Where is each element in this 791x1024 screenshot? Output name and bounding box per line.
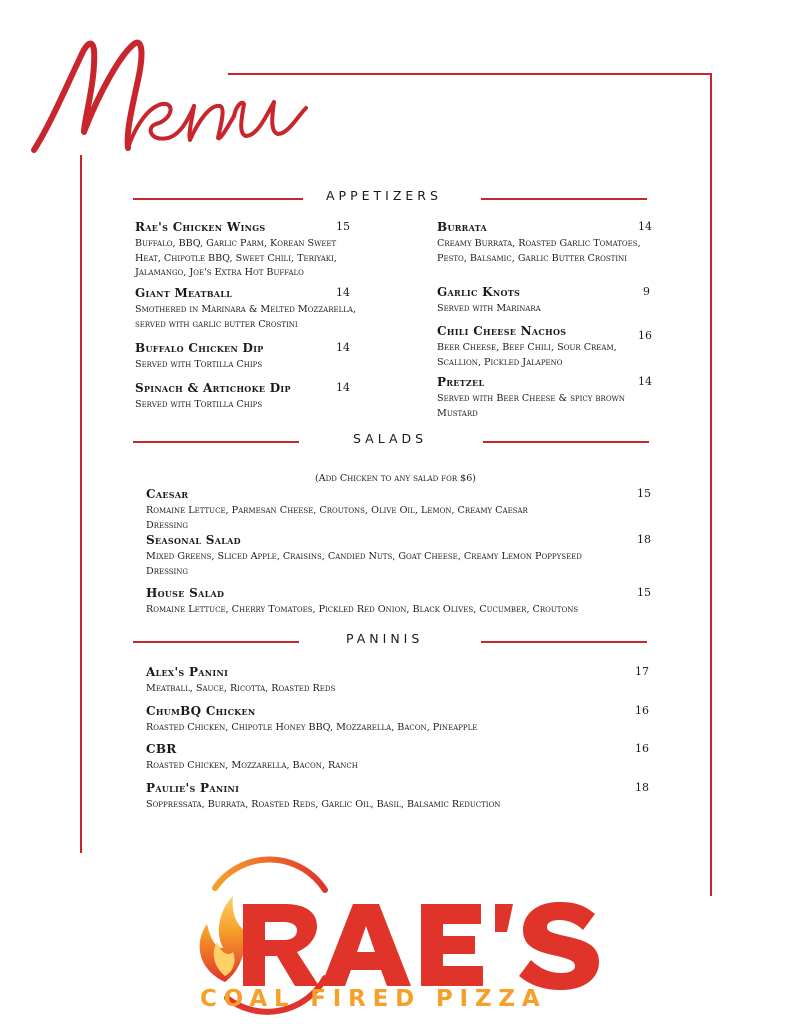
item-name: ChumBQ Chicken xyxy=(146,704,256,718)
frame-left-rule xyxy=(80,155,82,853)
item-desc: Meatball, Sauce, Ricotta, Roasted Reds xyxy=(146,683,336,694)
paninis-rule-left xyxy=(133,641,299,643)
item-name: Spinach & Artichoke Dip xyxy=(135,381,291,395)
item-desc: Beer Cheese, Beef Chili, Sour Cream, Scallion, Pickled Jalapeno xyxy=(437,342,617,368)
item-price: 16 xyxy=(638,329,652,342)
logo-ring xyxy=(215,859,325,890)
menu-item xyxy=(146,665,656,697)
item-price: 9 xyxy=(643,285,650,298)
item-name: CBR xyxy=(146,742,177,756)
item-desc: Buffalo, BBQ, Garlic Parm, Korean Sweet Heat, Chipotle BBQ, Sweet Chili, Teriyaki, Jalamango, Joe's Extra Hot Buffalo xyxy=(135,238,337,278)
paninis-header xyxy=(0,631,791,651)
item-desc: Creamy Burrata, Roasted Garlic Tomatoes, Pesto, Balsamic, Garlic Butter Crostini xyxy=(437,238,641,264)
item-name: House Salad xyxy=(146,586,225,600)
item-desc: Roasted Chicken, Mozzarella, Bacon, Ranch xyxy=(146,760,358,771)
item-price: 14 xyxy=(638,220,652,233)
item-desc: Served with Tortilla Chips xyxy=(135,359,263,370)
appetizers-rule-left xyxy=(133,198,303,200)
item-name: Burrata xyxy=(437,220,488,234)
item-desc: Served with Tortilla Chips xyxy=(135,399,263,410)
appetizers-rule-right xyxy=(481,198,647,200)
item-price: 16 xyxy=(635,742,649,755)
item-name: Chili Cheese Nachos xyxy=(437,324,567,338)
item-price: 17 xyxy=(635,665,649,678)
menu-item xyxy=(437,285,657,317)
item-desc: Mixed Greens, Sliced Apple, Craisins, Candied Nuts, Goat Cheese, Creamy Lemon Poppyseed Dressing xyxy=(146,551,582,577)
item-desc: Served with Beer Cheese & spicy brown Mustard xyxy=(437,393,625,419)
logo-letter-s xyxy=(519,902,599,990)
item-price: 14 xyxy=(336,286,350,299)
salads-rule-right xyxy=(483,441,649,443)
item-desc: Smothered in Marinara & Melted Mozzarella, served with garlic butter Crostini xyxy=(135,304,356,330)
menu-item xyxy=(135,381,375,413)
item-name: Alex's Panini xyxy=(146,665,229,679)
logo-letter-r xyxy=(243,904,319,986)
item-desc: Romaine Lettuce, Parmesan Cheese, Croutons, Olive Oil, Lemon, Creamy Caesar Dressing xyxy=(146,505,528,531)
item-name: Seasonal Salad xyxy=(146,533,241,547)
item-name: Giant Meatball xyxy=(135,286,233,300)
menu-item xyxy=(437,375,657,421)
item-name: Buffalo Chicken Dip xyxy=(135,341,264,355)
salads-title: SALADS xyxy=(353,431,428,446)
item-price: 18 xyxy=(637,533,651,546)
salads-header xyxy=(0,431,791,451)
item-name: Garlic Knots xyxy=(437,285,521,299)
item-price: 14 xyxy=(336,341,350,354)
item-desc: Served with Marinara xyxy=(437,303,541,314)
menu-item xyxy=(437,324,657,370)
item-price: 16 xyxy=(635,704,649,717)
menu-item xyxy=(135,286,375,332)
item-price: 14 xyxy=(638,375,652,388)
item-desc: Romaine Lettuce, Cherry Tomatoes, Pickled Red Onion, Black Olives, Cucumber, Croutons xyxy=(146,604,579,615)
item-desc: Roasted Chicken, Chipotle Honey BBQ, Mozzarella, Bacon, Pineapple xyxy=(146,722,478,733)
paninis-rule-right xyxy=(481,641,647,643)
paninis-title: PANINIS xyxy=(346,631,424,646)
item-name: Paulie's Panini xyxy=(146,781,240,795)
menu-item xyxy=(146,487,656,533)
salads-rule-left xyxy=(133,441,299,443)
logo-letter-e xyxy=(421,904,483,986)
item-name: Pretzel xyxy=(437,375,485,389)
salads-note: (Add Chicken to any salad for $6) xyxy=(315,473,476,484)
item-price: 15 xyxy=(336,220,350,233)
logo-apostrophe xyxy=(495,904,513,932)
item-price: 18 xyxy=(635,781,649,794)
menu-item xyxy=(135,341,375,373)
menu-item xyxy=(146,533,656,579)
appetizers-header xyxy=(0,188,791,208)
item-name: Rae's Chicken Wings xyxy=(135,220,266,234)
item-price: 15 xyxy=(637,487,651,500)
logo-tagline: COAL FIRED PIZZA xyxy=(200,986,547,1012)
menu-item xyxy=(146,586,656,618)
menu-item xyxy=(146,704,656,736)
item-desc: Soppressata, Burrata, Roasted Reds, Garlic Oil, Basil, Balsamic Reduction xyxy=(146,799,501,810)
logo-letter-a xyxy=(321,904,411,986)
menu-item xyxy=(437,220,657,266)
menu-item xyxy=(146,742,656,774)
menu-item xyxy=(135,220,365,281)
appetizers-title: APPETIZERS xyxy=(326,188,442,203)
menu-title xyxy=(22,0,322,175)
item-price: 15 xyxy=(637,586,651,599)
item-name: Caesar xyxy=(146,487,189,501)
item-price: 14 xyxy=(336,381,350,394)
menu-item xyxy=(146,781,656,813)
flame-icon xyxy=(200,896,247,982)
